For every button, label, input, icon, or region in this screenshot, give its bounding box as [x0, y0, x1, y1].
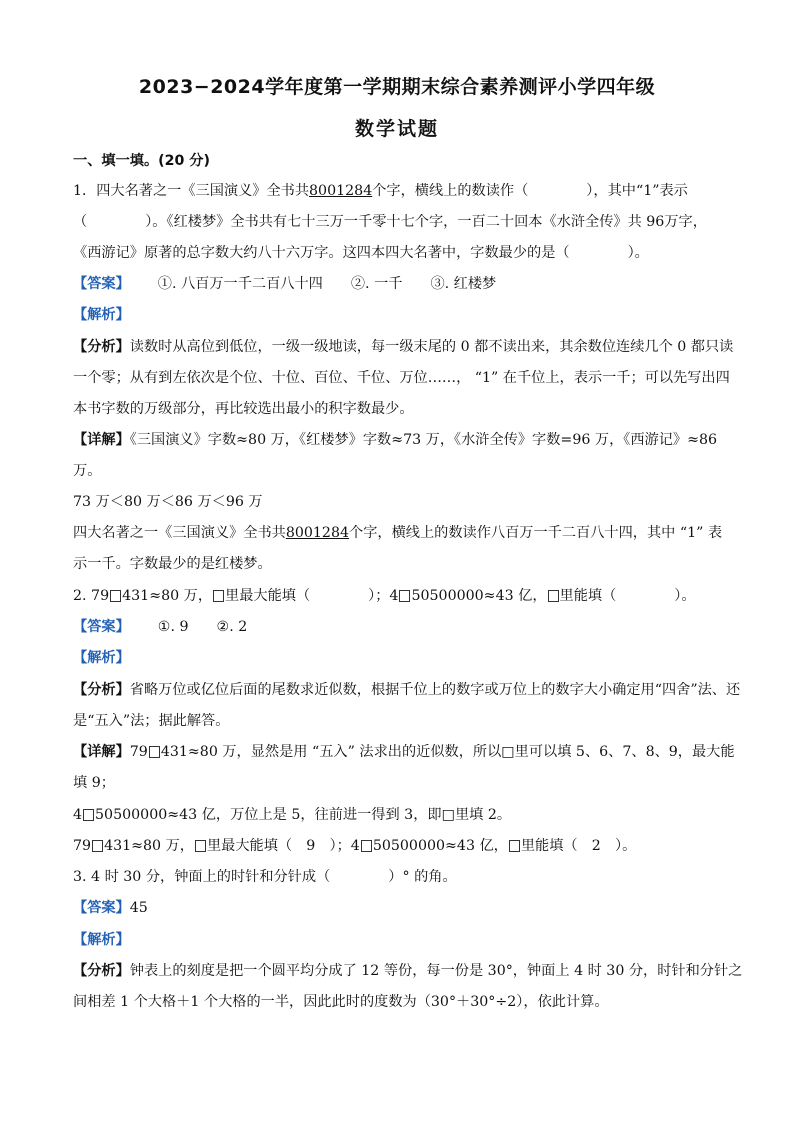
- q3-analysis-1: 【分析】钟表上的刻度是把一个圆平均分成了 12 等份，每一份是 30°，钟面上 4 时 30 分，时针和分针之: [73, 963, 743, 979]
- document-title: 2023−2024学年度第一学期期末综合素养测评小学四年级: [138, 76, 656, 98]
- section-heading: 一、填一填。(20 分): [73, 153, 210, 169]
- q3-answer: 【答案】45: [73, 900, 148, 916]
- q2-detail-4: 79 431≈80 万， 里最大能填（ 9 ）；4 50500000≈43 亿， 里能填（ 2 ）。: [73, 838, 637, 854]
- q3-jiexi-label: 【解析】: [73, 932, 130, 948]
- q1-line-1: 1．四大名著之一《三国演义》全书共8001284个字，横线上的数读作（ ），其中“1”表示: [73, 183, 688, 199]
- answer-label: 【答案】: [73, 619, 130, 635]
- q1-analysis-1: 【分析】读数时从高位到低位，一级一级地读，每一级末尾的 0 都不读出来，其余数位连续几个 0 都只读: [73, 339, 734, 355]
- digit-box: [92, 840, 103, 852]
- q2-analysis-1: 【分析】省略万位或亿位后面的尾数求近似数，根据千位上的数字或万位上的数字大小确定用“四舍”法、还: [73, 682, 741, 698]
- q2-answer: 【答案】 ①. 9 ②. 2: [73, 619, 248, 635]
- q1-detail-5: 示一千。字数最少的是红楼梦。: [73, 556, 272, 572]
- q2-analysis-2: 是“五入”法；据此解答。: [73, 713, 230, 729]
- q1-detail-2: 万。: [73, 463, 102, 479]
- q1-line-2: （ ）。《红楼梦》全书共有七十三万一千零十七个字，一百二十回本《水浒全传》共 96万字，: [73, 214, 707, 230]
- digit-box: [213, 590, 224, 602]
- digit-box: [195, 840, 206, 852]
- digit-box: [509, 840, 520, 852]
- q1-analysis-3: 本书字数的万级部分，再比较选出最小的积字数最少。: [73, 401, 414, 417]
- digit-box: [110, 590, 121, 602]
- document-subtitle: 数学试题: [354, 118, 439, 140]
- q2-line-1: 2. 79 431≈80 万， 里最大能填（ ）；4 50500000≈43 亿， 里能填（ ）。: [73, 588, 696, 604]
- q3-analysis-2: 间相差 1 个大格＋1 个大格的一半，因此此时的度数为（30°＋30°÷2），依此计算。: [73, 994, 609, 1010]
- q1-analysis-2: 一个零；从有到左依次是个位、十位、百位、千位、万位……， “1” 在千位上，表示一千；可以先写出四: [73, 370, 730, 386]
- answer-label: 【答案】: [73, 900, 130, 916]
- digit-box: [548, 590, 559, 602]
- q1-detail-4: 四大名著之一《三国演义》全书共8001284个字，横线上的数读作八百万一千二百八十四，其中 “1” 表: [73, 525, 723, 541]
- q2-detail-2: 填 9；: [73, 775, 115, 791]
- q1-line-3: 《西游记》原著的总字数大约八十六万字。这四本四大名著中，字数最少的是（ ）。: [73, 245, 649, 261]
- q1-number: 8001284: [309, 183, 373, 199]
- q1-detail-3: 73 万＜80 万＜86 万＜96 万: [73, 494, 263, 510]
- digit-box: [361, 840, 372, 852]
- q3-line-1: 3. 4 时 30 分，钟面上的时针和分针成（ ）° 的角。: [73, 869, 457, 885]
- q2-jiexi-label: 【解析】: [73, 650, 130, 666]
- digit-box: [399, 590, 410, 602]
- q2-detail-3: 4 50500000≈43 亿，万位上是 5，往前进一得到 3，即□里填 2。: [73, 807, 512, 823]
- q1-detail-1: 【详解】《三国演义》字数≈80 万，《红楼梦》字数≈73 万，《水浒全传》字数=96 万，《西游记》≈86: [73, 432, 718, 448]
- q1-jiexi-label: 【解析】: [73, 307, 130, 323]
- q1-answer: 【答案】 ①. 八百万一千二百八十四 ②. 一千 ③. 红楼梦: [73, 276, 497, 292]
- answer-label: 【答案】: [73, 276, 130, 292]
- q2-detail-1: 【详解】79 431≈80 万，显然是用 “五入” 法求出的近似数，所以□里可以填 5、6、7、8、9，最大能: [73, 744, 735, 760]
- digit-box: [149, 746, 160, 758]
- digit-box: [83, 809, 94, 821]
